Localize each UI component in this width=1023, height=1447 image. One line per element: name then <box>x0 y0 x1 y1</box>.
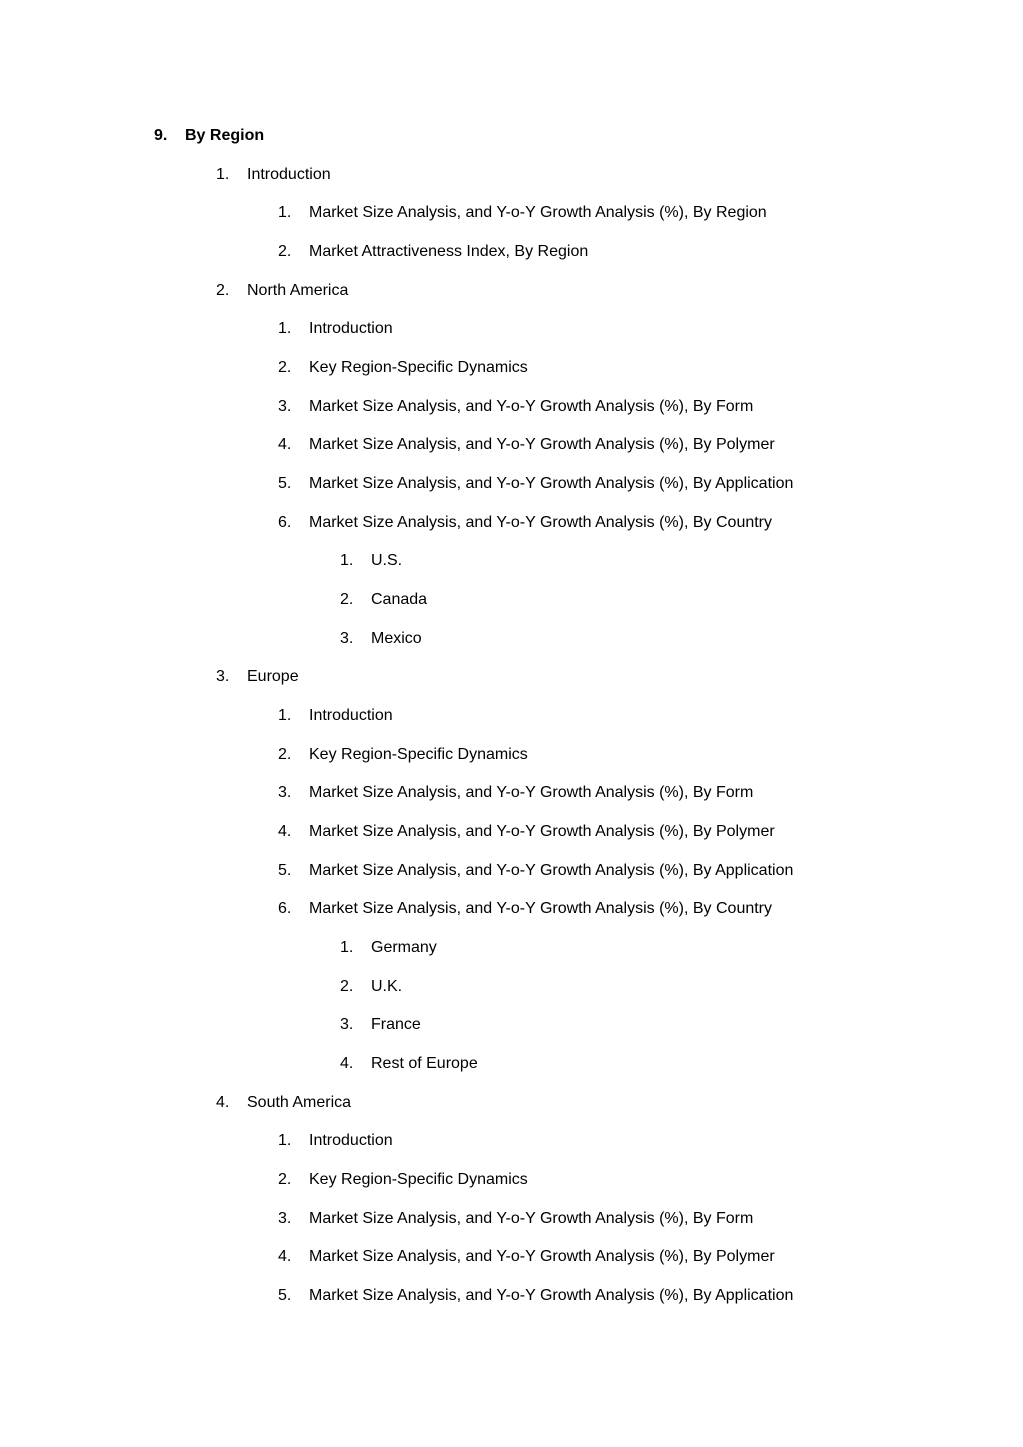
item-text: Market Size Analysis, and Y-o-Y Growth Analysis (%), By Application <box>309 861 794 879</box>
item-number: 2. <box>278 1171 292 1189</box>
item-number: 3. <box>216 668 230 686</box>
item-number: 5. <box>278 1287 292 1305</box>
item-number: 4. <box>278 1248 292 1266</box>
item-text: Market Size Analysis, and Y-o-Y Growth Analysis (%), By Application <box>309 475 794 492</box>
item-text: South America <box>247 1093 352 1111</box>
item-number: 1. <box>278 707 292 725</box>
item-text: Market Size Analysis, and Y-o-Y Growth Analysis (%), By Form <box>309 784 754 802</box>
item-text: France <box>371 1016 421 1034</box>
item-number: 6. <box>278 900 292 918</box>
item-text: Market Size Analysis, and Y-o-Y Growth Analysis (%), By Region <box>309 204 767 222</box>
item-text: Introduction <box>309 707 393 725</box>
item-number: 2. <box>278 243 292 260</box>
item-text: Market Size Analysis, and Y-o-Y Growth Analysis (%), By Form <box>309 397 754 415</box>
item-text: Market Size Analysis, and Y-o-Y Growth Analysis (%), By Form <box>309 1209 754 1227</box>
item-text: Germany <box>371 939 437 957</box>
item-number: 1. <box>278 320 292 338</box>
item-text: Mexico <box>371 629 422 647</box>
item-text: Market Size Analysis, and Y-o-Y Growth Analysis (%), By Country <box>309 900 773 918</box>
item-text: Market Size Analysis, and Y-o-Y Growth Analysis (%), By Polymer <box>309 823 775 841</box>
item-text: U.S. <box>371 552 403 570</box>
item-number: 3. <box>278 784 292 802</box>
item-number: 1. <box>278 1132 292 1150</box>
item-number: 6. <box>278 513 292 531</box>
item-number: 3. <box>278 397 292 415</box>
item-text: Key Region-Specific Dynamics <box>309 745 528 763</box>
item-text: Market Size Analysis, and Y-o-Y Growth Analysis (%), By Polymer <box>309 436 775 454</box>
item-text: Rest of Europe <box>371 1055 478 1073</box>
item-text: Market Size Analysis, and Y-o-Y Growth Analysis (%), By Polymer <box>309 1248 775 1266</box>
item-text: Market Size Analysis, and Y-o-Y Growth Analysis (%), By Country <box>309 513 773 531</box>
item-text: Introduction <box>247 165 331 183</box>
item-number: 4. <box>340 1055 354 1073</box>
item-text: Market Attractiveness Index, By Region <box>309 243 589 260</box>
item-number: 3. <box>340 1016 354 1034</box>
item-number: 1. <box>278 204 292 222</box>
item-number: 4. <box>278 823 292 841</box>
item-number: 2. <box>340 977 354 995</box>
item-text: Canada <box>371 591 428 608</box>
item-number: 2. <box>278 359 292 376</box>
item-text: Key Region-Specific Dynamics <box>309 359 528 376</box>
item-number: 2. <box>216 281 230 299</box>
section-number: 9. <box>154 127 168 144</box>
item-number: 2. <box>278 745 292 763</box>
item-number: 5. <box>278 475 292 492</box>
item-text: Introduction <box>309 320 393 338</box>
item-number: 1. <box>340 552 354 570</box>
item-text: Key Region-Specific Dynamics <box>309 1171 528 1189</box>
item-text: North America <box>247 281 349 299</box>
item-number: 4. <box>278 436 292 454</box>
item-text: U.K. <box>371 977 403 995</box>
item-number: 1. <box>340 939 354 957</box>
item-number: 5. <box>278 861 292 879</box>
item-text: Europe <box>247 668 299 686</box>
item-text: Introduction <box>309 1132 393 1150</box>
item-number: 3. <box>340 629 354 647</box>
item-text: Market Size Analysis, and Y-o-Y Growth Analysis (%), By Application <box>309 1287 794 1305</box>
item-number: 1. <box>216 165 230 183</box>
item-number: 2. <box>340 591 354 608</box>
section-title: By Region <box>185 127 265 144</box>
item-number: 4. <box>216 1093 230 1111</box>
item-number: 3. <box>278 1209 292 1227</box>
